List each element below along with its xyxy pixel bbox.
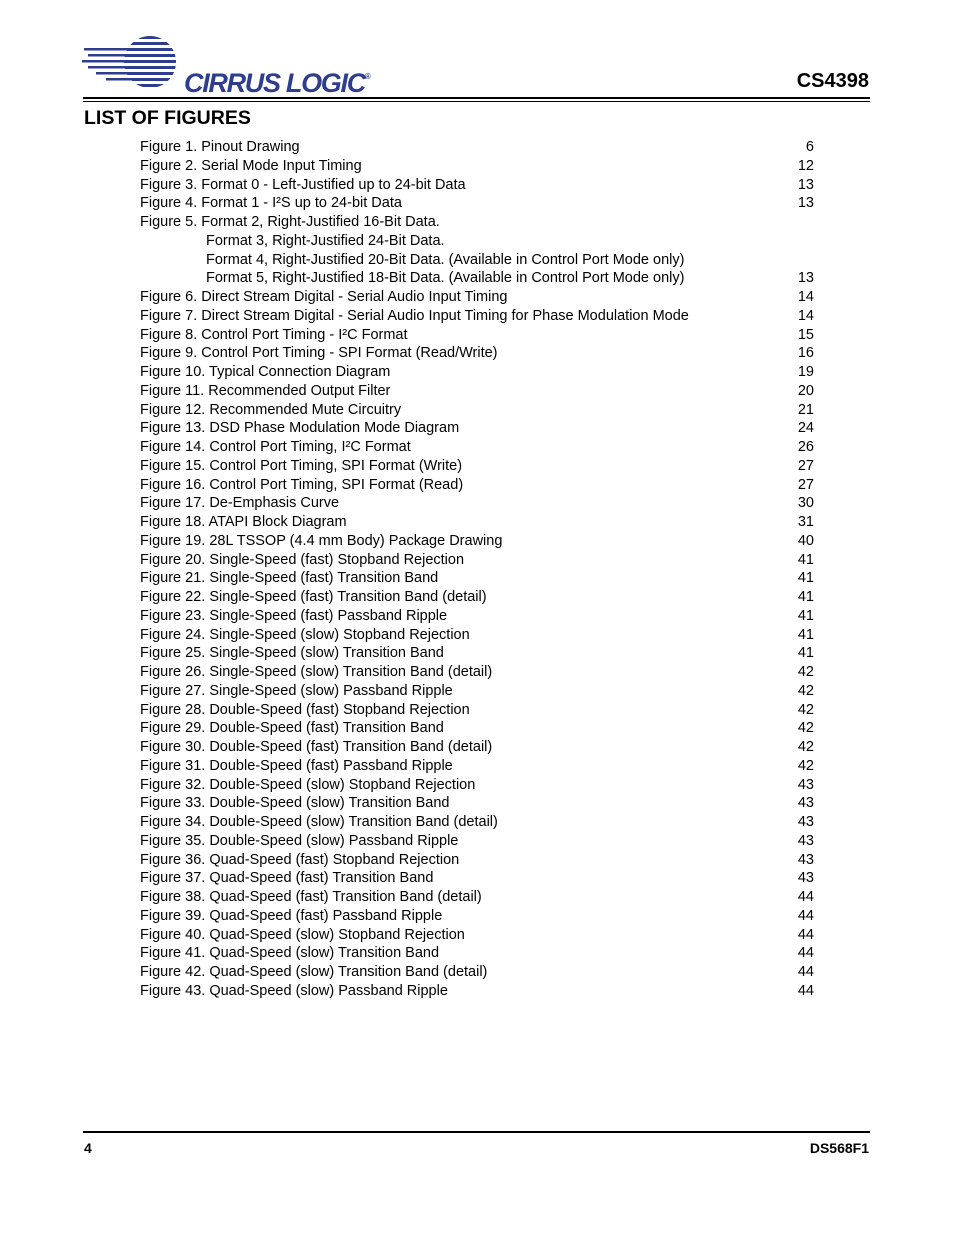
figure-title: Figure 19. 28L TSSOP (4.4 mm Body) Package Drawing: [140, 532, 503, 549]
figure-page-number: 20: [797, 382, 814, 399]
cirrus-logo-swoosh-icon: [82, 34, 192, 96]
figure-page-number: 41: [797, 570, 814, 587]
figure-title: Figure 39. Quad-Speed (fast) Passband Ripple: [140, 907, 443, 924]
figure-title: Figure 3. Format 0 - Left-Justified up to 24-bit Data: [140, 176, 466, 193]
figure-page-number: 19: [797, 364, 814, 380]
list-item[interactable]: [140, 907, 814, 926]
list-item[interactable]: [140, 194, 814, 213]
list-item[interactable]: [140, 888, 814, 907]
list-item[interactable]: [140, 382, 814, 401]
figure-title: Figure 42. Quad-Speed (slow) Transition Band (detail): [140, 964, 488, 980]
list-item[interactable]: [140, 569, 814, 588]
figure-page-number: 21: [797, 401, 814, 418]
footer-rule: [83, 1131, 870, 1133]
list-item[interactable]: [140, 738, 814, 757]
figure-page-number: 13: [797, 195, 814, 212]
logo-wordmark: CIRRUS LOGIC®: [184, 68, 370, 98]
figure-title: Figure 29. Double-Speed (fast) Transition Band: [140, 720, 444, 737]
figure-title: Figure 14. Control Port Timing, I²C Format: [140, 439, 411, 455]
figure-title: Figure 10. Typical Connection Diagram: [140, 364, 391, 380]
figure-page-number: 44: [797, 964, 814, 980]
figure-page-number: 42: [797, 720, 814, 737]
list-item[interactable]: [140, 682, 814, 701]
figure-title: Figure 21. Single-Speed (fast) Transition Band: [140, 570, 439, 587]
list-item[interactable]: [140, 513, 814, 532]
figure-title: Figure 23. Single-Speed (fast) Passband Ripple: [140, 607, 448, 624]
figure-title: Figure 12. Recommended Mute Circuitry: [140, 401, 402, 418]
figure-title: Figure 43. Quad-Speed (slow) Passband Ripple: [140, 982, 448, 999]
figure-title: Figure 7. Direct Stream Digital - Serial Audio Input Timing for Phase Modulation Mode: [140, 307, 689, 324]
figure-page-number: 44: [797, 945, 814, 962]
cirrus-logic-logo: [82, 34, 370, 98]
list-item[interactable]: [140, 251, 814, 270]
list-item[interactable]: [140, 757, 814, 776]
figure-title: Format 5, Right-Justified 18-Bit Data. (Available in Control Port Mode only): [206, 270, 685, 287]
list-item[interactable]: [140, 326, 814, 345]
list-item[interactable]: [140, 982, 814, 1001]
figure-title: Figure 15. Control Port Timing, SPI Format (Write): [140, 457, 463, 474]
list-item[interactable]: [140, 663, 814, 682]
figure-title: Format 3, Right-Justified 24-Bit Data.: [206, 232, 445, 249]
list-item[interactable]: [140, 644, 814, 663]
list-item[interactable]: [140, 457, 814, 476]
figure-title: Figure 26. Single-Speed (slow) Transition Band (detail): [140, 664, 493, 680]
list-item[interactable]: [140, 551, 814, 570]
figure-page-number: 27: [797, 476, 814, 493]
figure-page-number: 42: [797, 664, 814, 680]
figure-page-number: 30: [797, 495, 814, 512]
list-item[interactable]: [140, 963, 814, 982]
figure-page-number: 14: [797, 289, 814, 305]
figure-title: Figure 20. Single-Speed (fast) Stopband Rejection: [140, 551, 465, 568]
list-item[interactable]: [140, 607, 814, 626]
list-item[interactable]: [140, 344, 814, 363]
list-item[interactable]: [140, 232, 814, 251]
figure-title: Figure 1. Pinout Drawing: [140, 139, 300, 155]
figure-page-number: 43: [797, 814, 814, 830]
figure-title: Figure 32. Double-Speed (slow) Stopband Rejection: [140, 776, 476, 793]
figure-page-number: 44: [797, 982, 814, 999]
figure-page-number: 14: [797, 307, 814, 324]
figure-page-number: 43: [797, 870, 814, 887]
figure-page-number: 40: [797, 532, 814, 549]
figure-title: Figure 18. ATAPI Block Diagram: [140, 514, 347, 530]
figure-page-number: 16: [797, 345, 814, 362]
figure-title: Figure 38. Quad-Speed (fast) Transition Band (detail): [140, 889, 482, 905]
list-item[interactable]: [140, 588, 814, 607]
figure-page-number: 31: [797, 514, 814, 530]
list-item[interactable]: [140, 944, 814, 963]
list-item[interactable]: [140, 832, 814, 851]
figure-page-number: 26: [797, 439, 814, 455]
figure-title: Figure 17. De-Emphasis Curve: [140, 495, 340, 512]
list-item[interactable]: [140, 701, 814, 720]
figure-page-number: 41: [797, 626, 814, 643]
list-item[interactable]: [140, 288, 814, 307]
figure-title: Figure 36. Quad-Speed (fast) Stopband Rejection: [140, 851, 460, 868]
figure-title: Figure 35. Double-Speed (slow) Passband Ripple: [140, 832, 459, 849]
figure-title: Figure 4. Format 1 - I²S up to 24-bit Data: [140, 195, 402, 212]
figure-page-number: 27: [797, 457, 814, 474]
figure-title: Figure 33. Double-Speed (slow) Transition Band: [140, 795, 450, 812]
figure-title: Figure 13. DSD Phase Modulation Mode Diagram: [140, 420, 460, 437]
list-item[interactable]: [140, 794, 814, 813]
figure-title: Figure 27. Single-Speed (slow) Passband Ripple: [140, 682, 453, 699]
figure-title: Figure 34. Double-Speed (slow) Transition Band (detail): [140, 814, 498, 830]
figure-page-number: 42: [797, 701, 814, 718]
figure-page-number: 42: [797, 739, 814, 755]
list-item[interactable]: [140, 851, 814, 870]
list-item[interactable]: [140, 213, 814, 232]
figure-list: [140, 138, 814, 1001]
figure-page-number: 13: [797, 270, 814, 287]
figure-page-number: 41: [797, 607, 814, 624]
list-item[interactable]: [140, 719, 814, 738]
list-item[interactable]: [140, 476, 814, 495]
figure-title: Figure 31. Double-Speed (fast) Passband Ripple: [140, 757, 453, 774]
figure-page-number: 41: [797, 551, 814, 568]
figure-page-number: 43: [797, 795, 814, 812]
figure-title: Figure 40. Quad-Speed (slow) Stopband Rejection: [140, 926, 465, 943]
figure-page-number: 44: [797, 926, 814, 943]
figure-page-number: 43: [797, 832, 814, 849]
list-item[interactable]: [140, 626, 814, 645]
section-title: LIST OF FIGURES: [84, 107, 251, 129]
figure-page-number: 41: [797, 645, 814, 662]
figure-page-number: 12: [797, 157, 814, 174]
list-item[interactable]: [140, 401, 814, 420]
figure-title: Figure 25. Single-Speed (slow) Transition Band: [140, 645, 444, 662]
figure-title: Figure 11. Recommended Output Filter: [140, 382, 391, 399]
figure-title: Figure 16. Control Port Timing, SPI Format (Read): [140, 476, 464, 493]
document-code: DS568F1: [809, 1140, 869, 1156]
list-item[interactable]: [140, 532, 814, 551]
figure-page-number: 15: [797, 326, 814, 343]
list-item[interactable]: [140, 157, 814, 176]
figure-title: Format 4, Right-Justified 20-Bit Data. (Available in Control Port Mode only): [206, 251, 685, 268]
figure-page-number: 43: [797, 776, 814, 793]
list-item[interactable]: [140, 813, 814, 832]
list-item[interactable]: [140, 307, 814, 326]
figure-title: Figure 30. Double-Speed (fast) Transition Band (detail): [140, 739, 493, 755]
list-item[interactable]: [140, 176, 814, 195]
figure-title: Figure 37. Quad-Speed (fast) Transition Band: [140, 870, 434, 887]
figure-title: Figure 8. Control Port Timing - I²C Format: [140, 326, 408, 343]
figure-title: Figure 9. Control Port Timing - SPI Format (Read/Write): [140, 345, 498, 362]
list-item[interactable]: [140, 419, 814, 438]
list-item[interactable]: [140, 494, 814, 513]
figure-page-number: 41: [797, 589, 814, 605]
list-item[interactable]: [140, 869, 814, 888]
figure-title: Figure 28. Double-Speed (fast) Stopband Rejection: [140, 701, 470, 718]
figure-page-number: 42: [797, 757, 814, 774]
figure-page-number: 13: [797, 176, 814, 193]
document-title: CS4398: [796, 70, 869, 92]
list-item[interactable]: [140, 776, 814, 795]
figure-page-number: 42: [797, 682, 814, 699]
figure-title: Figure 22. Single-Speed (fast) Transition Band (detail): [140, 589, 487, 605]
list-item[interactable]: [140, 438, 814, 457]
list-item[interactable]: [140, 926, 814, 945]
figure-page-number: 24: [797, 420, 814, 437]
figure-page-number: 6: [805, 139, 814, 155]
list-item[interactable]: [140, 269, 814, 288]
figure-title: Figure 6. Direct Stream Digital - Serial Audio Input Timing: [140, 289, 508, 305]
list-item[interactable]: [140, 363, 814, 382]
header-rule-thin: [83, 101, 870, 102]
figure-title: Figure 5. Format 2, Right-Justified 16-Bit Data.: [140, 214, 440, 230]
figure-page-number: 43: [797, 851, 814, 868]
list-item[interactable]: [140, 138, 814, 157]
page-number: 4: [84, 1140, 92, 1156]
figure-title: Figure 2. Serial Mode Input Timing: [140, 157, 362, 174]
header-rule: [83, 97, 870, 99]
figure-page-number: 44: [797, 889, 814, 905]
figure-title: Figure 41. Quad-Speed (slow) Transition Band: [140, 945, 440, 962]
figure-title: Figure 24. Single-Speed (slow) Stopband Rejection: [140, 626, 470, 643]
figure-page-number: 44: [797, 907, 814, 924]
